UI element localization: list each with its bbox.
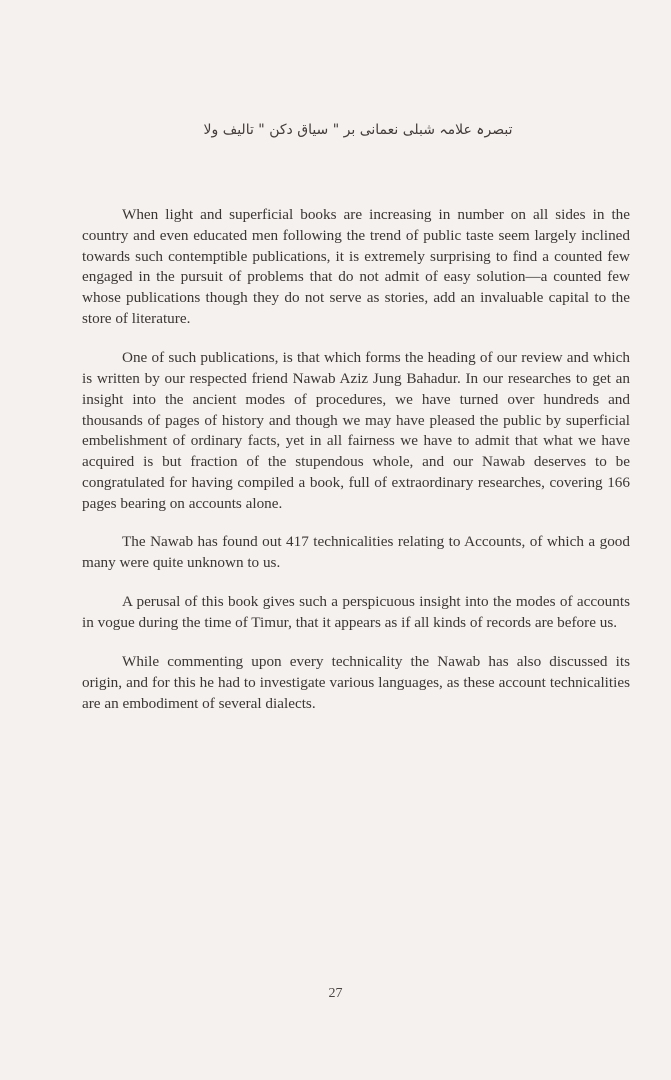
paragraph-1: When light and superficial books are increasing in number on all sides in the country and even educated men following the trend of public taste seem largely inclined towards such contemptible publications, it is extremely surprising to find a counted few engaged in the pursuit of problems that do not admit of easy solution—a counted few whose publications though they do not serve as stories, add an invaluable capital to the store of literature. xyxy=(82,206,630,327)
paragraph-4: A perusal of this book gives such a perspicuous insight into the modes of accounts in vogue during the time of Timur, that it appears as if all kinds of records are before us. xyxy=(82,593,630,632)
paragraph-5: While commenting upon every technicality the Nawab has also discussed its origin, and for this he had to investigate various languages, as these account technicalities are an embodiment of several dialects. xyxy=(82,653,630,712)
review-body xyxy=(82,205,630,733)
urdu-heading: تبصرہ علامہ شبلی نعمانی بر " سیاق دکن " تالیف ولا xyxy=(203,122,513,138)
page-number: 27 xyxy=(328,986,343,1001)
paragraph-3: The Nawab has found out 417 technicalities relating to Accounts, of which a good many were quite unknown to us. xyxy=(82,533,630,571)
paragraph-2: One of such publications, is that which forms the heading of our review and which is written by our respected friend Nawab Aziz Jung Bahadur. In our researches to get an insight into the ancient modes of procedures, we have turned over hundreds and thousands of pages of history and though we may have pleased the public by superficial embelishment of ordinary facts, yet in all fairness we have to admit that what we have acquired is but fraction of the stupendous whole, and our Nawab deserves to be congratulated for having compiled a book, full of extraordinary researches, covering 166 pages bearing on accounts alone. xyxy=(82,349,630,512)
